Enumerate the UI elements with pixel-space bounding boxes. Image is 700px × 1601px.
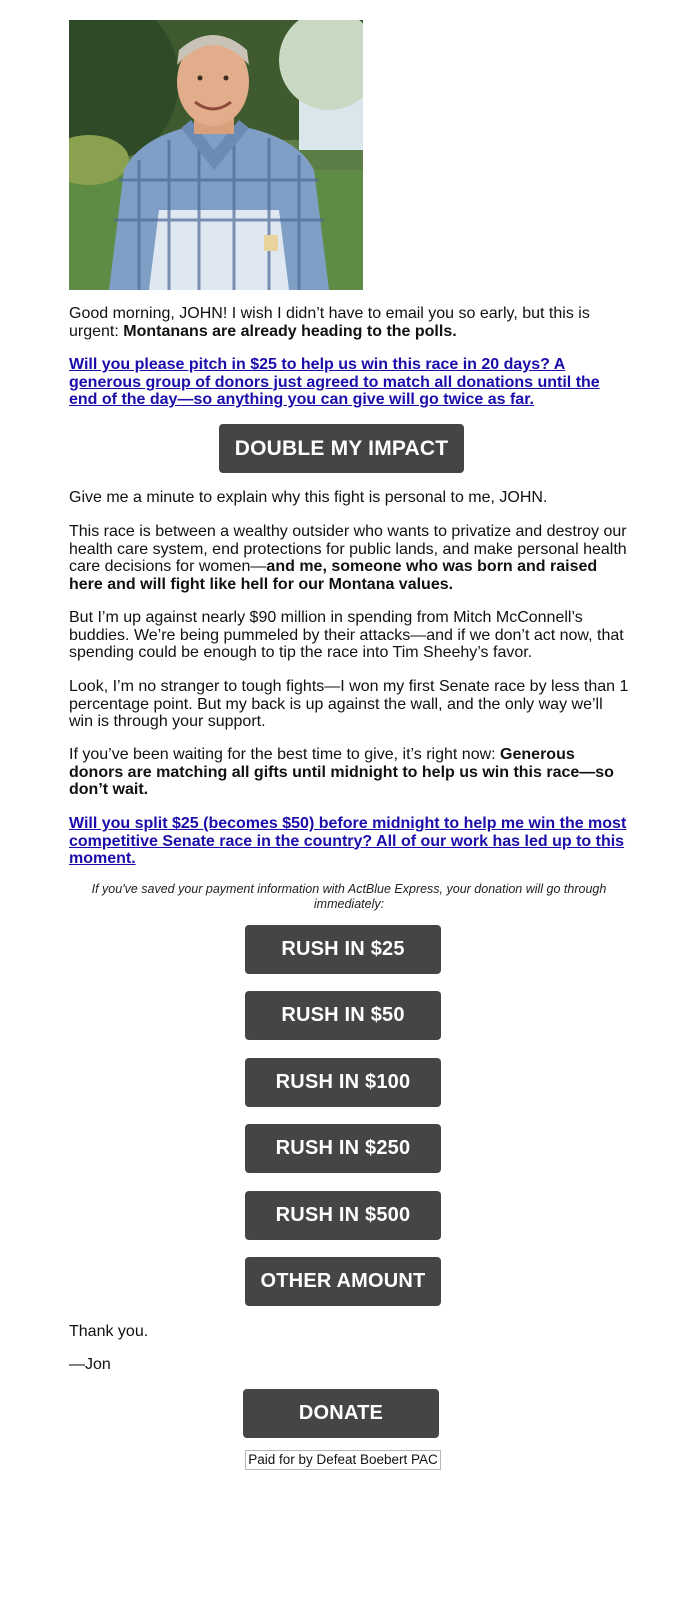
rush-250-button[interactable]: RUSH IN $250 [245,1124,441,1173]
closing-signature [69,1356,629,1374]
para-waiting-plain: If you’ve been waiting for the best time to give, it’s right now: [69,746,501,763]
para-waiting [69,746,629,799]
paid-for-disclaimer: Paid for by Defeat Boebert PAC [245,1450,441,1470]
match-donation-link[interactable]: Will you please pitch in $25 to help us win this race in 20 days? A generous group of donors just agreed to match all donations until the end of the day—so anything you can give will go twice as far. [69,356,600,408]
thanks-text: Thank you. [69,1323,149,1340]
para-race-bold: and me, someone who was born and raised here and will fight like hell for our Montana values. [69,558,598,593]
para-race [69,523,629,593]
candidate-photo [69,20,363,290]
split-donation-link[interactable]: Will you split $25 (becomes $50) before midnight to help me win the most competitive Senate race in the country? All of our work has led up to this moment. [69,815,627,867]
intro-bold: Montanans are already heading to the polls. [123,322,457,340]
rush-25-button[interactable]: RUSH IN $25 [245,925,441,974]
candidate-portrait-image [69,20,363,290]
intro-paragraph [69,305,629,340]
para-waiting-bold: Generous donors are matching all gifts until midnight to help us win this race—so don’t wait. [69,746,614,798]
para-fights-text: Look, I’m no stranger to tough fights—I won my first Senate race by less than 1 percentage point. But my back is up against the wall, and the only way we’ll win is through your support. [69,678,629,730]
para-spending-text: But I’m up against nearly $90 million in spending from Mitch McConnell’s buddies. We’re being pummeled by their attacks—and if we don’t act now, that spending could be enough to tip the race into Tim Sheehy’s favor. [69,609,624,661]
rush-100-button[interactable]: RUSH IN $100 [245,1058,441,1107]
para-fights [69,678,629,731]
rush-50-button[interactable]: RUSH IN $50 [245,991,441,1040]
double-my-impact-button[interactable]: DOUBLE MY IMPACT [219,424,464,473]
closing-thanks [69,1323,629,1341]
other-amount-button[interactable]: OTHER AMOUNT [245,1257,441,1306]
signature-text: —Jon [69,1356,111,1373]
cta-link-1-block [69,356,629,409]
actblue-express-note: If you've saved your payment information with ActBlue Express, your donation will go through immediately: [91,882,607,911]
cta-link-2-block [69,815,629,868]
intro-greeting: Good morning, JOHN! I wish I didn’t have to email you so early, but this is urgent: [69,305,590,340]
para-minute-text: Give me a minute to explain why this fight is personal to me, JOHN. [69,489,548,506]
donate-button[interactable]: DONATE [243,1389,439,1438]
rush-500-button[interactable]: RUSH IN $500 [245,1191,441,1240]
para-race-plain: This race is between a wealthy outsider who wants to privatize and destroy our health care system, end protections for public lands, and make personal health care decisions for women— [69,523,627,575]
para-spending [69,609,629,662]
para-minute [69,489,629,507]
